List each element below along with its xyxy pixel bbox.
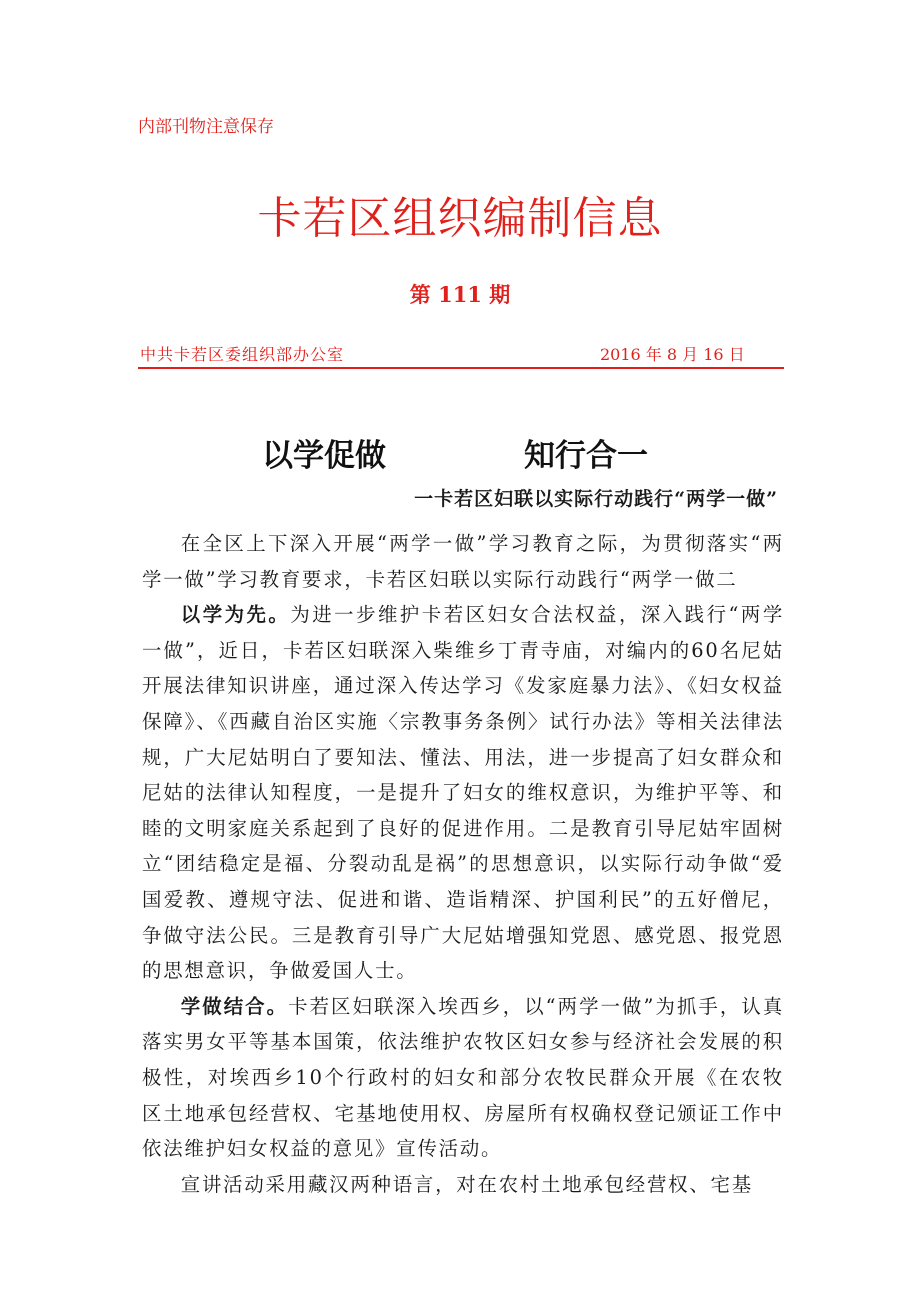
- publication-title: 卡若区组织编制信息: [257, 193, 663, 244]
- article-title-right: 知行合一: [524, 438, 648, 474]
- paragraph-lead: 以学为先。: [180, 603, 291, 627]
- issuer: 中共卡若区委组织部办公室: [140, 345, 345, 364]
- article-body: [142, 526, 784, 1202]
- header-divider: [138, 367, 784, 369]
- paragraph-intro: 在全区上下深入开展“两学一做”学习教育之际，为贯彻落实“两学一做”学习教育要求，卡若区妇联以实际行动践行“两学一做二: [142, 532, 784, 591]
- paragraph-outreach: 宣讲活动采用藏汉两种语言，对在农村土地承包经营权、宅基: [180, 1172, 753, 1196]
- issue-number: 第 111 期: [409, 282, 511, 307]
- paragraph-study-practice: [142, 989, 784, 1167]
- article-title-left: 以学促做: [262, 438, 386, 474]
- internal-notice: 内部刊物注意保存: [138, 117, 274, 137]
- issue-date: 2016 年 8 月 16 日: [600, 345, 745, 364]
- article-subtitle: 一卡若区妇联以实际行动践行“两学一做”: [414, 488, 778, 510]
- paragraph-text: 卡若区妇联深入埃西乡，以“两学一做”为抓手，认真落实男女平等基本国策，依法维护农牧区妇女参与经济社会发展的积极性，对埃西乡10个行政村的妇女和部分农牧民群众开展《在农牧区土地承包经营权、宅基地使用权、房屋所有权确权登记颁证工作中依法维护妇女权益的意见》宣传活动。: [142, 994, 785, 1161]
- paragraph-lead: 学做结合。: [180, 994, 289, 1018]
- paragraph-text: 为进一步维护卡若区妇女合法权益，深入践行“两学一做”，近日，卡若区妇联深入柴维乡丁青寺庙，对编内的60名尼姑开展法律知识讲座，通过深入传达学习《发家庭暴力法》、《妇女权益保障》、《西藏自治区实施〈宗教事务条例〉试行办法》等相关法律法规，广大尼姑明白了要知法、懂法、用法，进一步提高了妇女群众和尼姑的法律认知程度，一是提升了妇女的维权意识，为维护平等、和睦的文明家庭关系起到了良好的促进作用。二是教育引导尼姑牢固树立“团结稳定是福、分裂动乱是祸”的思想意识，以实际行动争做“爱国爱教、遵规守法、促进和谐、造诣精深、护国利民”的五好僧尼，争做守法公民。三是教育引导广大尼姑增强知党恩、感党恩、报党恩的思想意识，争做爱国人士。: [142, 603, 785, 983]
- paragraph-study-first: [142, 597, 784, 989]
